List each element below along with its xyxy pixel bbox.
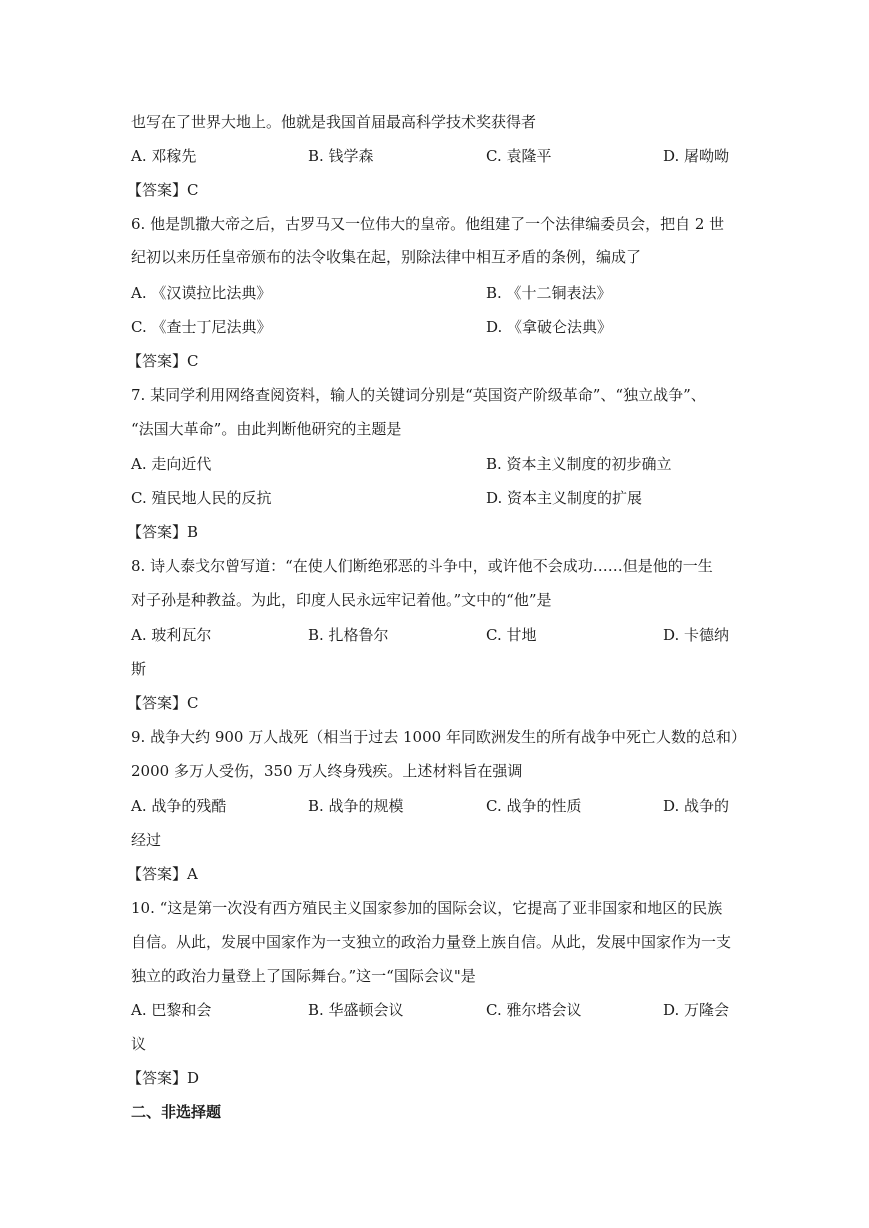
question-10-line-2: 自信。从此，发展中国家作为一支独立的政治力量登上族自信。从此，发展中国家作为一支 [131, 933, 732, 951]
option-a: A. 《汉谟拉比法典》 [131, 284, 272, 302]
answer: 【答案】C [127, 694, 199, 712]
answer: 【答案】A [127, 865, 198, 883]
question-10-line-3: 独立的政治力量登上了国际舞台。”这一“国际会议"是 [131, 967, 476, 985]
option-d: D. 资本主义制度的扩展 [486, 489, 643, 507]
option-c: C. 雅尔塔会议 [486, 1001, 582, 1019]
option-b: B. 华盛顿会议 [308, 1001, 404, 1019]
question-8-line-2: 对子孙是种教益。为此，印度人民永远牢记着他。”文中的“他”是 [131, 591, 552, 609]
answer: 【答案】B [127, 523, 199, 541]
answer: 【答案】C [127, 352, 199, 370]
option-d: D. 万隆会 [663, 1001, 730, 1019]
option-b: B. 战争的规模 [308, 797, 404, 815]
option-d: D. 卡德纳 [663, 626, 730, 644]
option-c: C. 袁隆平 [486, 147, 552, 165]
option-wrap: 斯 [131, 660, 147, 678]
option-a: A. 巴黎和会 [131, 1001, 212, 1019]
question-7-line-2: “法国大革命”。由此判断他研究的主题是 [131, 420, 402, 438]
question-10-line-1: 10. “这是第一次没有西方殖民主义国家参加的国际会议，它提高了亚非国家和地区的民族 [131, 899, 723, 917]
question-7-line-1: 7. 某同学利用网络查阅资料，输人的关键词分别是“英国资产阶级革命”、“独立战争”、 [131, 386, 706, 404]
option-b: B. 《十二铜表法》 [486, 284, 612, 302]
option-b: B. 资本主义制度的初步确立 [486, 455, 672, 473]
option-a: A. 邓稼先 [131, 147, 197, 165]
answer: 【答案】C [127, 181, 199, 199]
option-d: D. 战争的 [663, 797, 730, 815]
answer: 【答案】D [127, 1069, 200, 1087]
text-line: 也写在了世界大地上。他就是我国首届最高科学技术奖获得者 [131, 113, 537, 131]
question-6-line-2: 纪初以来历任皇帝颁布的法令收集在起，别除法律中相互矛盾的条例，编成了 [131, 248, 642, 266]
question-9-line-2: 2000 多万人受伤，350 万人终身残疾。上述材料旨在强调 [131, 762, 523, 780]
option-a: A. 走向近代 [131, 455, 212, 473]
question-6-line-1: 6. 他是凯撒大帝之后，古罗马又一位伟大的皇帝。他组建了一个法律编委员会，把自 2 世 [131, 215, 725, 233]
option-c: C. 战争的性质 [486, 797, 582, 815]
option-d: D. 《拿破仑法典》 [486, 318, 613, 336]
option-a: A. 战争的残酷 [131, 797, 227, 815]
option-wrap: 经过 [131, 831, 162, 849]
question-9-line-1: 9. 战争大约 900 万人战死（相当于过去 1000 年同欧洲发生的所有战争中死亡人数的总和） [131, 728, 746, 746]
question-8-line-1: 8. 诗人泰戈尔曾写道：“在使人们断绝邪恶的斗争中，或许他不会成功……但是他的一生 [131, 557, 713, 575]
option-b: B. 扎格鲁尔 [308, 626, 389, 644]
option-c: C. 殖民地人民的反抗 [131, 489, 272, 507]
option-d: D. 屠呦呦 [663, 147, 730, 165]
option-c: C. 《查士丁尼法典》 [131, 318, 272, 336]
option-a: A. 玻利瓦尔 [131, 626, 212, 644]
option-wrap: 议 [131, 1035, 147, 1053]
option-c: C. 甘地 [486, 626, 537, 644]
option-b: B. 钱学森 [308, 147, 374, 165]
section-heading: 二、非选择题 [131, 1103, 222, 1121]
